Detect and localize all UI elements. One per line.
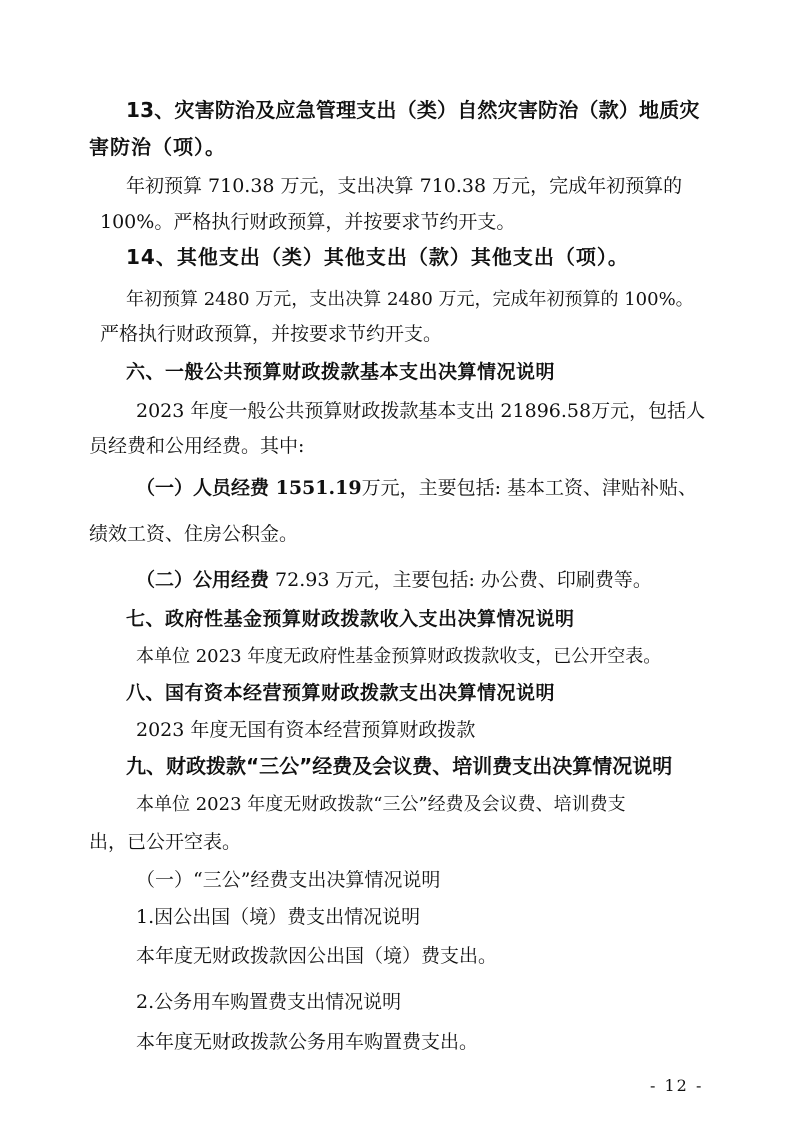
public-expense-line [136, 568, 652, 592]
section-7-title: 七、政府性基金预算财政拨款收入支出决算情况说明 [126, 608, 575, 630]
section-7-paragraph: 本单位 2023 年度无政府性基金预算财政拨款收支，已公开空表。 [136, 646, 662, 667]
section-14-paragraph-line2: 严格执行财政预算，并按要求节约开支。 [100, 323, 443, 345]
section-9-paragraph-line1: 本单位 2023 年度无财政拨款“三公”经费及会议费、培训费支 [136, 794, 626, 815]
section-6-paragraph-line1: 2023 年度一般公共预算财政拨款基本支出 21896.58万元，包括人 [136, 400, 706, 422]
section-13-title-line1: 13、灾害防治及应急管理支出（类）自然灾害防治（款）地质灾 [126, 98, 700, 122]
section-8-title: 八、国有资本经营预算财政拨款支出决算情况说明 [126, 682, 556, 704]
section-13-paragraph-line1: 年初预算 710.38 万元，支出决算 710.38 万元，完成年初预算的 [126, 175, 683, 197]
personnel-expense-detail: 万元，主要包括: 基本工资、津贴补贴、 [361, 477, 698, 499]
section-14-paragraph-line1: 年初预算 2480 万元，支出决算 2480 万元，完成年初预算的 100%。 [126, 289, 694, 310]
personnel-expense-heading: （一）人员经费 1551.19 [136, 477, 362, 499]
item-2-text: 本年度无财政拨款公务用车购置费支出。 [136, 1031, 479, 1053]
section-13-paragraph-line2: 100%。严格执行财政预算，并按要求节约开支。 [100, 211, 516, 233]
section-6-paragraph-line2: 员经费和公用经费。其中: [89, 435, 305, 457]
public-expense-heading: （二）公用经费 [136, 569, 270, 591]
item-1-title: 1.因公出国（境）费支出情况说明 [136, 906, 421, 928]
public-expense-detail: 72.93 万元，主要包括: 办公费、印刷费等。 [269, 569, 652, 591]
personnel-expense-line [136, 476, 697, 500]
page-number: - 12 - [650, 1076, 704, 1095]
section-13-title-line2: 害防治（项）。 [89, 135, 226, 159]
personnel-expense-line2: 绩效工资、住房公积金。 [89, 523, 299, 545]
section-9-paragraph-line2: 出，已公开空表。 [89, 831, 242, 853]
three-public-subtitle: （一）“三公”经费支出决算情况说明 [136, 869, 441, 891]
item-2-title: 2.公务用车购置费支出情况说明 [136, 991, 402, 1013]
section-6-title: 六、一般公共预算财政拨款基本支出决算情况说明 [126, 361, 556, 383]
section-8-paragraph: 2023 年度无国有资本经营预算财政拨款 [136, 719, 476, 741]
section-14-title: 14、其他支出（类）其他支出（款）其他支出（项）。 [126, 245, 629, 269]
section-9-title: 九、财政拨款“三公”经费及会议费、培训费支出决算情况说明 [126, 754, 673, 778]
item-1-text: 本年度无财政拨款因公出国（境）费支出。 [136, 945, 498, 967]
